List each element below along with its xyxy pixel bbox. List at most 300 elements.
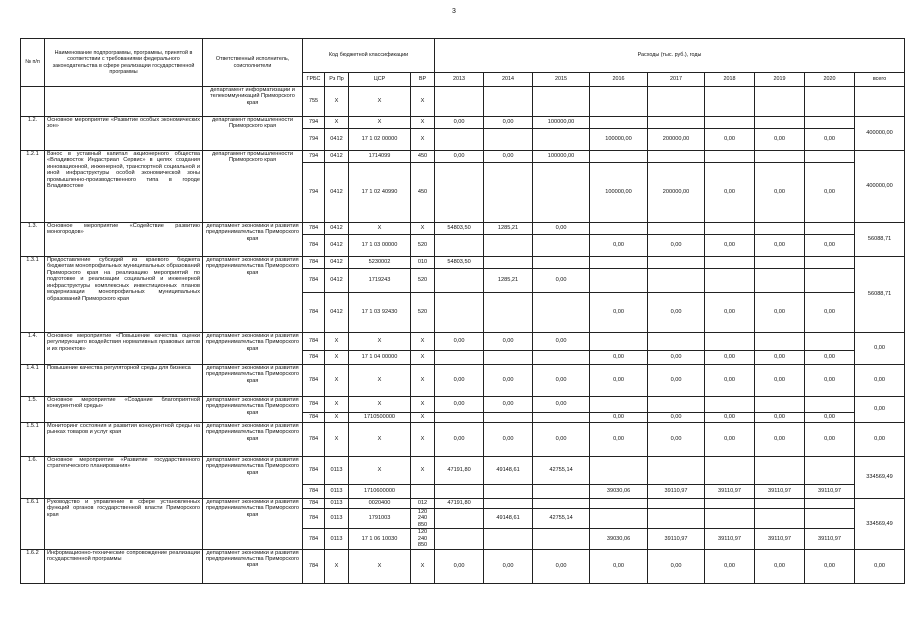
- row-name: Повышение качества регуляторной среды для бизнеса: [45, 365, 203, 397]
- value-cell: [435, 293, 484, 333]
- rzpr-cell: X: [325, 87, 349, 117]
- total-cell: 334569,49: [855, 457, 905, 499]
- value-cell: 0,00: [805, 549, 855, 583]
- row-number: 1.2.: [21, 117, 45, 151]
- value-cell: 0,00: [533, 333, 590, 351]
- value-cell: [533, 129, 590, 151]
- csr-cell: 1719243: [349, 269, 411, 293]
- vr-cell: 012: [411, 499, 435, 509]
- rzpr-cell: 0412: [325, 257, 349, 269]
- row-name: Мониторинг состояния и развития конкурентной среды на рынках товаров и услуг края: [45, 423, 203, 457]
- value-cell: 0,00: [755, 293, 805, 333]
- value-cell: [590, 151, 648, 163]
- value-cell: 47191,80: [435, 457, 484, 485]
- vr-cell: X: [411, 117, 435, 129]
- value-cell: [648, 151, 705, 163]
- row-number: 1.4.1: [21, 365, 45, 397]
- value-cell: [533, 485, 590, 499]
- row-number: 1.2.1: [21, 151, 45, 223]
- value-cell: [648, 117, 705, 129]
- csr-cell: 0020400: [349, 499, 411, 509]
- value-cell: 0,00: [590, 413, 648, 423]
- row-number: 1.6.: [21, 457, 45, 499]
- grbs-cell: 794: [303, 117, 325, 129]
- grbs-cell: 784: [303, 351, 325, 365]
- csr-cell: 17 1 06 10030: [349, 529, 411, 549]
- value-cell: [484, 485, 533, 499]
- value-cell: 0,00: [435, 151, 484, 163]
- rzpr-cell: 0412: [325, 235, 349, 257]
- csr-cell: X: [349, 423, 411, 457]
- row-number: [21, 87, 45, 117]
- value-cell: [533, 499, 590, 509]
- rzpr-cell: X: [325, 333, 349, 351]
- rzpr-cell: 0113: [325, 529, 349, 549]
- rzpr-cell: 0412: [325, 163, 349, 223]
- value-cell: 0,00: [590, 423, 648, 457]
- row-number: 1.3.: [21, 223, 45, 257]
- row-responsible: департамент промышленности Приморского края: [203, 117, 303, 151]
- value-cell: [755, 499, 805, 509]
- row-name: Информационно-технические сопровождение реализации государственной программы: [45, 549, 203, 583]
- value-cell: 0,00: [805, 163, 855, 223]
- value-cell: [648, 333, 705, 351]
- value-cell: 0,00: [533, 549, 590, 583]
- header-year: 2019: [755, 73, 805, 87]
- value-cell: 100000,00: [590, 129, 648, 151]
- total-cell: [855, 87, 905, 117]
- rzpr-cell: 0113: [325, 499, 349, 509]
- value-cell: [435, 235, 484, 257]
- table-row: [21, 549, 905, 583]
- total-cell: 0,00: [855, 333, 905, 365]
- csr-cell: 17 1 04 00000: [349, 351, 411, 365]
- value-cell: 39110,97: [755, 529, 805, 549]
- value-cell: [705, 509, 755, 529]
- grbs-cell: 784: [303, 293, 325, 333]
- value-cell: [705, 397, 755, 413]
- grbs-cell: 784: [303, 549, 325, 583]
- value-cell: [484, 499, 533, 509]
- value-cell: 0,00: [484, 549, 533, 583]
- value-cell: 1285,21: [484, 269, 533, 293]
- csr-cell: X: [349, 549, 411, 583]
- total-cell: 0,00: [855, 423, 905, 457]
- value-cell: 0,00: [648, 235, 705, 257]
- value-cell: [533, 87, 590, 117]
- value-cell: 42755,14: [533, 457, 590, 485]
- row-responsible: департамент экономики и развития предпринимательства Приморского края: [203, 549, 303, 583]
- vr-cell: X: [411, 365, 435, 397]
- grbs-cell: 784: [303, 223, 325, 235]
- value-cell: [648, 223, 705, 235]
- csr-cell: 17 1 02 00000: [349, 129, 411, 151]
- value-cell: 0,00: [484, 423, 533, 457]
- rzpr-cell: 0412: [325, 129, 349, 151]
- value-cell: [648, 87, 705, 117]
- value-cell: [590, 509, 648, 529]
- header-rzpr: Рз Пр: [325, 73, 349, 87]
- grbs-cell: 784: [303, 269, 325, 293]
- page-number: 3: [452, 8, 456, 15]
- csr-cell: 1791003: [349, 509, 411, 529]
- total-cell: 400000,00: [855, 151, 905, 223]
- expenses-table: [20, 38, 905, 584]
- value-cell: 39030,06: [590, 485, 648, 499]
- value-cell: 0,00: [755, 549, 805, 583]
- value-cell: 49148,61: [484, 509, 533, 529]
- csr-cell: X: [349, 117, 411, 129]
- value-cell: [755, 397, 805, 413]
- vr-cell: 520: [411, 293, 435, 333]
- total-cell: 0,00: [855, 365, 905, 397]
- row-responsible: департамент экономики и развития предпринимательства Приморского края: [203, 457, 303, 499]
- grbs-cell: 784: [303, 457, 325, 485]
- value-cell: [484, 351, 533, 365]
- value-cell: [435, 351, 484, 365]
- value-cell: 0,00: [435, 397, 484, 413]
- vr-cell: 520: [411, 269, 435, 293]
- csr-cell: X: [349, 397, 411, 413]
- value-cell: 100000,00: [533, 151, 590, 163]
- csr-cell: 17 1 03 92430: [349, 293, 411, 333]
- row-responsible: департамент экономики и развития предпринимательства Приморского края: [203, 365, 303, 397]
- value-cell: 0,00: [648, 423, 705, 457]
- total-cell: 0,00: [855, 397, 905, 423]
- value-cell: 39110,97: [755, 485, 805, 499]
- value-cell: [435, 129, 484, 151]
- value-cell: 0,00: [705, 351, 755, 365]
- total-cell: 56088,71: [855, 223, 905, 257]
- value-cell: 0,00: [484, 365, 533, 397]
- table-row: [21, 423, 905, 457]
- grbs-cell: 784: [303, 413, 325, 423]
- value-cell: 0,00: [533, 365, 590, 397]
- value-cell: [705, 151, 755, 163]
- value-cell: [705, 269, 755, 293]
- vr-cell: 450: [411, 151, 435, 163]
- row-responsible: департамент экономики и развития предпринимательства Приморского края: [203, 223, 303, 257]
- row-name: Основное мероприятие «Создание благоприятной конкурентной среды»: [45, 397, 203, 423]
- value-cell: 0,00: [805, 351, 855, 365]
- value-cell: [590, 457, 648, 485]
- total-cell: 400000,00: [855, 117, 905, 151]
- value-cell: [805, 397, 855, 413]
- value-cell: 0,00: [648, 413, 705, 423]
- csr-cell: X: [349, 87, 411, 117]
- rzpr-cell: 0412: [325, 223, 349, 235]
- value-cell: 0,00: [648, 549, 705, 583]
- value-cell: [484, 87, 533, 117]
- value-cell: [805, 257, 855, 269]
- value-cell: [484, 413, 533, 423]
- value-cell: [705, 257, 755, 269]
- value-cell: [805, 333, 855, 351]
- value-cell: [435, 529, 484, 549]
- vr-cell: X: [411, 333, 435, 351]
- value-cell: [648, 397, 705, 413]
- value-cell: 0,00: [435, 365, 484, 397]
- value-cell: 100000,00: [533, 117, 590, 129]
- value-cell: 39110,97: [648, 485, 705, 499]
- value-cell: 42755,14: [533, 509, 590, 529]
- grbs-cell: 784: [303, 499, 325, 509]
- value-cell: 47191,80: [435, 499, 484, 509]
- vr-cell: X: [411, 549, 435, 583]
- grbs-cell: 784: [303, 365, 325, 397]
- value-cell: [435, 163, 484, 223]
- value-cell: [705, 223, 755, 235]
- value-cell: 0,00: [533, 423, 590, 457]
- csr-cell: 1710500000: [349, 413, 411, 423]
- value-cell: [484, 235, 533, 257]
- value-cell: 0,00: [805, 423, 855, 457]
- value-cell: [533, 257, 590, 269]
- value-cell: 0,00: [648, 365, 705, 397]
- row-name: Предоставление субсидий из краевого бюджета бюджетам монопрофильных муниципальных образований Приморского края на реализацию мероприятий по подготовке и реализации социальной и инженерной инфраструктуры комплексных инвестиционных планов модернизации монопрофильных муниципальных образований Приморского края: [45, 257, 203, 333]
- value-cell: 0,00: [705, 549, 755, 583]
- value-cell: 0,00: [705, 163, 755, 223]
- value-cell: [435, 413, 484, 423]
- value-cell: 0,00: [590, 235, 648, 257]
- value-cell: 0,00: [755, 235, 805, 257]
- value-cell: [533, 163, 590, 223]
- value-cell: [755, 87, 805, 117]
- header-year: 2020: [805, 73, 855, 87]
- value-cell: [435, 269, 484, 293]
- value-cell: [484, 163, 533, 223]
- table-row: [21, 365, 905, 397]
- rzpr-cell: 0113: [325, 457, 349, 485]
- value-cell: 0,00: [705, 293, 755, 333]
- value-cell: 39110,97: [705, 529, 755, 549]
- value-cell: 0,00: [805, 235, 855, 257]
- value-cell: [755, 151, 805, 163]
- value-cell: [648, 269, 705, 293]
- value-cell: 0,00: [755, 129, 805, 151]
- grbs-cell: 784: [303, 397, 325, 413]
- header-year: 2015: [533, 73, 590, 87]
- value-cell: [590, 223, 648, 235]
- value-cell: [805, 509, 855, 529]
- value-cell: 0,00: [648, 293, 705, 333]
- value-cell: [705, 333, 755, 351]
- header-year: 2013: [435, 73, 484, 87]
- value-cell: [755, 457, 805, 485]
- csr-cell: 5230002: [349, 257, 411, 269]
- value-cell: [705, 457, 755, 485]
- header-year: 2018: [705, 73, 755, 87]
- value-cell: [533, 293, 590, 333]
- value-cell: 0,00: [484, 397, 533, 413]
- grbs-cell: 784: [303, 257, 325, 269]
- grbs-cell: 794: [303, 163, 325, 223]
- value-cell: [755, 269, 805, 293]
- table-row: [21, 223, 905, 235]
- grbs-cell: 784: [303, 423, 325, 457]
- value-cell: 39110,97: [805, 529, 855, 549]
- value-cell: 0,00: [805, 293, 855, 333]
- header-expenses: Расходы (тыс. руб.), годы: [435, 39, 905, 73]
- value-cell: [755, 257, 805, 269]
- value-cell: 49148,61: [484, 457, 533, 485]
- value-cell: [648, 509, 705, 529]
- value-cell: 0,00: [590, 351, 648, 365]
- value-cell: [805, 457, 855, 485]
- value-cell: [590, 397, 648, 413]
- row-number: 1.6.2: [21, 549, 45, 583]
- row-number: 1.5.: [21, 397, 45, 423]
- value-cell: 54803,50: [435, 257, 484, 269]
- header-year: 2017: [648, 73, 705, 87]
- value-cell: [805, 151, 855, 163]
- header-vr: ВР: [411, 73, 435, 87]
- table-row: [21, 333, 905, 351]
- value-cell: [755, 223, 805, 235]
- row-number: 1.4.: [21, 333, 45, 365]
- grbs-cell: 784: [303, 333, 325, 351]
- table-row: [21, 499, 905, 509]
- table-row: [21, 457, 905, 485]
- csr-cell: X: [349, 223, 411, 235]
- rzpr-cell: 0113: [325, 509, 349, 529]
- value-cell: 1285,21: [484, 223, 533, 235]
- value-cell: 0,00: [648, 351, 705, 365]
- value-cell: 0,00: [755, 351, 805, 365]
- row-number: 1.5.1: [21, 423, 45, 457]
- header-kbk: Код бюджетной классификации: [303, 39, 435, 73]
- vr-cell: X: [411, 397, 435, 413]
- value-cell: 39030,06: [590, 529, 648, 549]
- row-responsible: департамент экономики и развития предпринимательства Приморского края: [203, 257, 303, 333]
- row-name: [45, 87, 203, 117]
- rzpr-cell: X: [325, 397, 349, 413]
- value-cell: [484, 529, 533, 549]
- value-cell: [648, 499, 705, 509]
- value-cell: [755, 333, 805, 351]
- value-cell: 100000,00: [590, 163, 648, 223]
- value-cell: [805, 117, 855, 129]
- value-cell: [755, 509, 805, 529]
- value-cell: 0,00: [705, 413, 755, 423]
- value-cell: 0,00: [705, 423, 755, 457]
- value-cell: [648, 457, 705, 485]
- table-row: [21, 151, 905, 163]
- row-responsible: департамент экономики и развития предпринимательства Приморского края: [203, 333, 303, 365]
- value-cell: 0,00: [435, 423, 484, 457]
- header-year: 2014: [484, 73, 533, 87]
- vr-cell: X: [411, 457, 435, 485]
- value-cell: 200000,00: [648, 163, 705, 223]
- grbs-cell: 794: [303, 151, 325, 163]
- rzpr-cell: 0412: [325, 151, 349, 163]
- rzpr-cell: X: [325, 365, 349, 397]
- value-cell: [755, 117, 805, 129]
- value-cell: 0,00: [805, 365, 855, 397]
- grbs-cell: 794: [303, 129, 325, 151]
- header-resp: Ответственный исполнитель, соисполнители: [203, 39, 303, 87]
- value-cell: 0,00: [755, 365, 805, 397]
- table-row: [21, 87, 905, 117]
- value-cell: [805, 499, 855, 509]
- value-cell: [590, 87, 648, 117]
- value-cell: 0,00: [590, 293, 648, 333]
- value-cell: 0,00: [533, 397, 590, 413]
- grbs-cell: 784: [303, 529, 325, 549]
- row-responsible: департамент экономики и развития предпринимательства Приморского края: [203, 423, 303, 457]
- table-row: [21, 397, 905, 413]
- csr-cell: 1710600000: [349, 485, 411, 499]
- value-cell: 39110,97: [805, 485, 855, 499]
- total-cell: 334569,49: [855, 499, 905, 550]
- rzpr-cell: 0113: [325, 485, 349, 499]
- vr-cell: 520: [411, 235, 435, 257]
- value-cell: [533, 529, 590, 549]
- value-cell: 0,00: [435, 549, 484, 583]
- row-responsible: департамент промышленности Приморского края: [203, 151, 303, 223]
- vr-cell: [411, 485, 435, 499]
- value-cell: 0,00: [705, 235, 755, 257]
- value-cell: [805, 87, 855, 117]
- value-cell: [435, 485, 484, 499]
- vr-cell: X: [411, 223, 435, 235]
- value-cell: [705, 117, 755, 129]
- vr-cell: 010: [411, 257, 435, 269]
- csr-cell: X: [349, 365, 411, 397]
- value-cell: 0,00: [533, 269, 590, 293]
- value-cell: [533, 413, 590, 423]
- value-cell: 0,00: [590, 549, 648, 583]
- value-cell: [484, 293, 533, 333]
- grbs-cell: 755: [303, 87, 325, 117]
- rzpr-cell: 0412: [325, 269, 349, 293]
- vr-cell: 120 240 850: [411, 509, 435, 529]
- value-cell: 39110,97: [705, 485, 755, 499]
- vr-cell: X: [411, 129, 435, 151]
- value-cell: 200000,00: [648, 129, 705, 151]
- grbs-cell: 784: [303, 485, 325, 499]
- value-cell: 0,00: [755, 163, 805, 223]
- grbs-cell: 784: [303, 235, 325, 257]
- row-name: Основное мероприятие «Содействие развитию моногородов»: [45, 223, 203, 257]
- value-cell: [533, 351, 590, 365]
- value-cell: [590, 269, 648, 293]
- row-name: Основное мероприятие «Развитие особых экономических зон»: [45, 117, 203, 151]
- value-cell: 0,00: [755, 423, 805, 457]
- header-csr: ЦСР: [349, 73, 411, 87]
- value-cell: [590, 117, 648, 129]
- table-row: [21, 257, 905, 269]
- value-cell: [435, 87, 484, 117]
- value-cell: [805, 223, 855, 235]
- value-cell: 0,00: [805, 413, 855, 423]
- csr-cell: X: [349, 333, 411, 351]
- value-cell: [648, 257, 705, 269]
- value-cell: [590, 333, 648, 351]
- rzpr-cell: X: [325, 549, 349, 583]
- row-name: Взнос в уставный капитал акционерного общества «Владивосток Индастриал Сервис» в целях создания инновационной, инженерной, транспортной социальной и иной инфраструктуры особой экономической зоны промышленно-производственного типа в городе Владивостоке: [45, 151, 203, 223]
- vr-cell: X: [411, 351, 435, 365]
- table-row: [21, 117, 905, 129]
- row-responsible: департамент экономики и развития предпринимательства Приморского края: [203, 499, 303, 550]
- rzpr-cell: X: [325, 423, 349, 457]
- header-name: Наименование подпрограммы, программы, принятой в соответствии с требованиями федерального законодательства в сфере реализации государственной программы: [45, 39, 203, 87]
- value-cell: 0,00: [484, 151, 533, 163]
- header-grbs: ГРБС: [303, 73, 325, 87]
- value-cell: 0,00: [435, 333, 484, 351]
- value-cell: [805, 269, 855, 293]
- value-cell: [590, 257, 648, 269]
